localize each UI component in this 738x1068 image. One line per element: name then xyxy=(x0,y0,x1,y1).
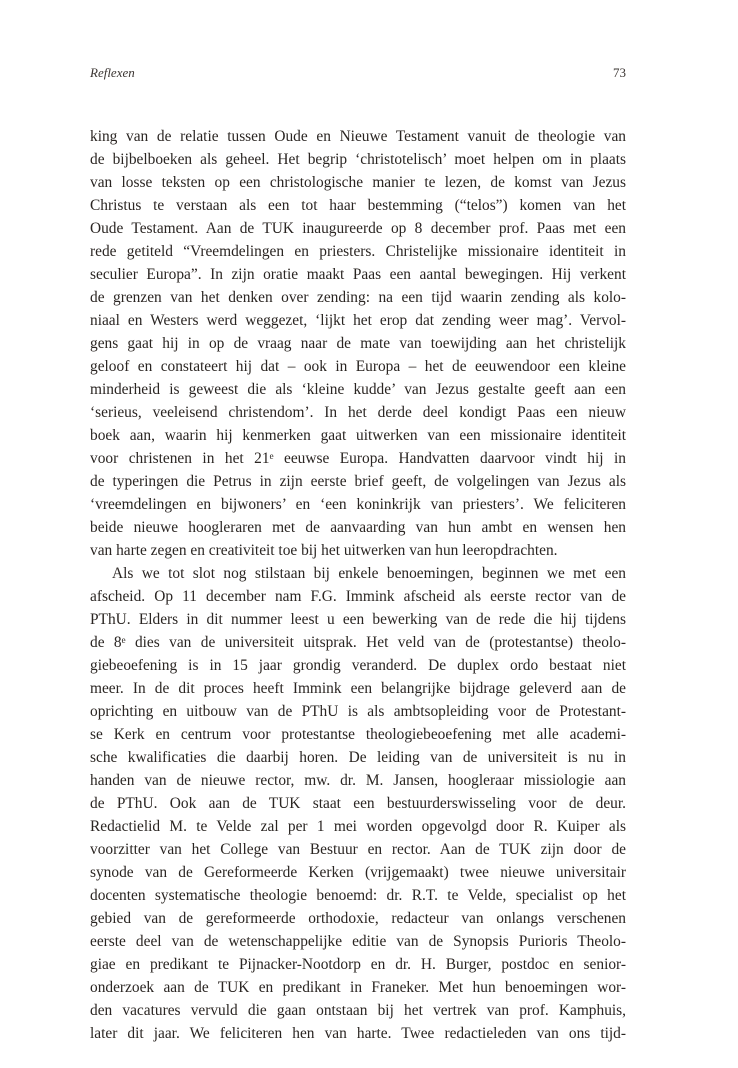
text-line: voor christenen in het 21ᵉ eeuwse Europa. Handvatten daarvoor vindt hij in xyxy=(90,450,626,467)
text-line: seculier Europa”. In zijn oratie maakt Paas een aantal bewegingen. Hij verkent xyxy=(90,266,626,283)
text-line: ‘serieus, veeleisend christendom’. In het derde deel kondigt Paas een nieuw xyxy=(90,404,626,421)
text-line: niaal en Westers werd weggezet, ‘lijkt het erop dat zending weer mag’. Vervol- xyxy=(90,312,626,329)
text-line: boek aan, waarin hij kenmerken gaat uitwerken van een missionaire identiteit xyxy=(90,427,626,444)
text-line: de grenzen van het denken over zending: na een tijd waarin zending als kolo- xyxy=(90,289,626,306)
text-line: sche kwalificaties die daarbij horen. De leiding van de universiteit is nu in xyxy=(90,749,626,766)
text-line: de typeringen die Petrus in zijn eerste brief geeft, de volgelingen van Jezus als xyxy=(90,473,626,490)
text-line: Oude Testament. Aan de TUK inaugureerde op 8 december prof. Paas met een xyxy=(90,220,626,237)
running-header xyxy=(90,64,626,82)
text-line: Als we tot slot nog stilstaan bij enkele benoemingen, beginnen we met een xyxy=(112,565,626,582)
text-line: docenten systematische theologie benoemd: dr. R.T. te Velde, specialist op het xyxy=(90,887,626,904)
text-line: onderzoek aan de TUK en predikant in Franeker. Met hun benoemingen wor- xyxy=(90,979,626,996)
text-line: rede getiteld “Vreemdelingen en priesters. Christelijke missionaire identiteit in xyxy=(90,243,626,260)
text-line: minderheid is geweest die als ‘kleine kudde’ van Jezus gestalte geeft aan een xyxy=(90,381,626,398)
text-line: gens gaat hij in op de vraag naar de mate van toewijding aan het christelijk xyxy=(90,335,626,352)
text-line: van losse teksten op een christologische manier te lezen, de komst van Jezus xyxy=(90,174,626,191)
text-line: Redactielid M. te Velde zal per 1 mei worden opgevolgd door R. Kuiper als xyxy=(90,818,626,835)
page-number: 73 xyxy=(613,65,626,80)
text-line: den vacatures vervuld die gaan ontstaan bij het vertrek van prof. Kamphuis, xyxy=(90,1002,626,1019)
text-line: synode van de Gereformeerde Kerken (vrijgemaakt) twee nieuwe universitair xyxy=(90,864,626,881)
text-line: voorzitter van het College van Bestuur en rector. Aan de TUK zijn door de xyxy=(90,841,626,858)
text-line: PThU. Elders in dit nummer leest u een bewerking van de rede die hij tijdens xyxy=(90,611,626,628)
text-line: van harte zegen en creativiteit toe bij het uitwerken van hun leeropdrachten. xyxy=(90,542,558,559)
text-line: oprichting en uitbouw van de PThU is als ambtsopleiding voor de Protestant- xyxy=(90,703,626,720)
text-line: Christus te verstaan als een tot haar bestemming (“telos”) komen van het xyxy=(90,197,626,214)
body-text xyxy=(90,125,626,1045)
text-line: de PThU. Ook aan de TUK staat een bestuurderswisseling voor de deur. xyxy=(90,795,626,812)
text-line: de 8ᵉ dies van de universiteit uitsprak. Het veld van de (protestantse) theolo- xyxy=(90,634,626,651)
text-line: de bijbelboeken als geheel. Het begrip ‘christotelisch’ moet helpen om in plaats xyxy=(90,151,626,168)
running-title: Reflexen xyxy=(90,65,135,80)
text-line: meer. In de dit proces heeft Immink een belangrijke bijdrage geleverd aan de xyxy=(90,680,626,697)
text-line: se Kerk en centrum voor protestantse theologiebeoefening met alle academi- xyxy=(90,726,626,743)
text-line: ‘vreemdelingen en bijwoners’ en ‘een koninkrijk van priesters’. We feliciteren xyxy=(90,496,626,513)
text-line: eerste deel van de wetenschappelijke editie van de Synopsis Purioris Theolo- xyxy=(90,933,626,950)
text-line: gebied van de gereformeerde orthodoxie, redacteur van onlangs verschenen xyxy=(90,910,626,927)
text-line: later dit jaar. We feliciteren hen van harte. Twee redactieleden van ons tijd- xyxy=(90,1025,626,1042)
text-line: beide nieuwe hoogleraren met de aanvaarding van hun ambt en wensen hen xyxy=(90,519,626,536)
text-line: afscheid. Op 11 december nam F.G. Immink afscheid als eerste rector van de xyxy=(90,588,626,605)
text-line: geloof en constateert hij dat – ook in Europa – het de eeuwendoor een kleine xyxy=(90,358,626,375)
text-line: king van de relatie tussen Oude en Nieuwe Testament vanuit de theologie van xyxy=(90,128,626,145)
text-line: handen van de nieuwe rector, mw. dr. M. Jansen, hoogleraar missiologie aan xyxy=(90,772,626,789)
text-line: giae en predikant te Pijnacker-Nootdorp en dr. H. Burger, postdoc en senior- xyxy=(90,956,626,973)
text-line: giebeoefening is in 15 jaar grondig veranderd. De duplex ordo bestaat niet xyxy=(90,657,626,674)
